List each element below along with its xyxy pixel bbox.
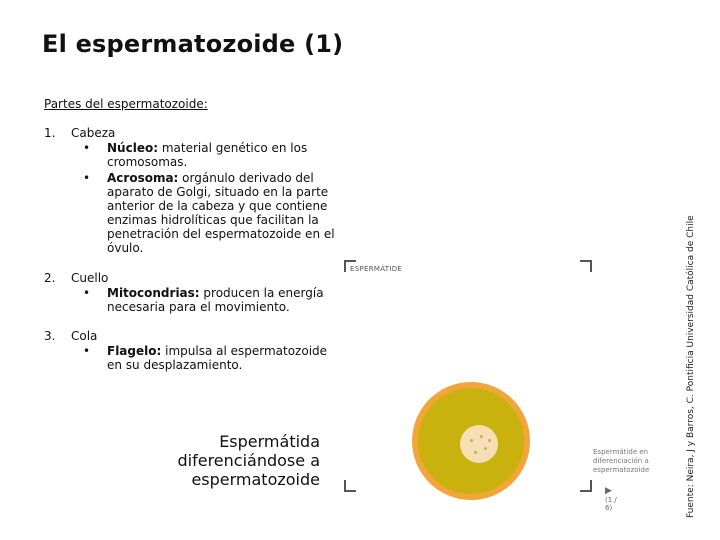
bullet-icon: • — [83, 171, 91, 185]
caption-line: diferenciándose a — [177, 451, 320, 470]
bullet-term: Flagelo: — [107, 344, 162, 358]
bullet-description: producen la energía necesaria para el movimiento. — [107, 286, 324, 314]
bullet-term: Mitocondrias: — [107, 286, 200, 300]
cell-nucleus — [460, 425, 498, 463]
bullet-term: Acrosoma: — [107, 171, 179, 185]
item-number: 3. — [44, 329, 56, 343]
bullet-description: orgánulo derivado del aparato de Golgi, situado en la parte anterior de la cabeza y que contiene enzimas hidrolíticas que facilitan la penetración del espermatozoide en el óvulo. — [107, 171, 335, 255]
frame-corner — [580, 480, 592, 492]
figure-caption — [150, 432, 320, 489]
figure-navigation — [605, 486, 622, 512]
slide-counter: (1 / 6) — [605, 496, 617, 512]
figure-label: ESPERMÁTIDE — [350, 265, 403, 273]
caption-line: Espermátida — [219, 432, 320, 451]
cell-cytoplasm — [418, 388, 524, 494]
bullet-text — [107, 286, 339, 314]
bullet-icon: • — [83, 286, 91, 300]
frame-corner — [344, 480, 356, 492]
source-credit: Fuente: Neira, J y Barros, C. Pontificia Universidad Católica de Chile — [686, 215, 696, 518]
bullet-text — [107, 171, 339, 255]
chromatin-spot — [474, 451, 477, 454]
item-heading: Cuello — [71, 271, 109, 285]
spermatid-cell — [412, 382, 530, 500]
bullet-text — [107, 141, 339, 169]
item-heading: Cola — [71, 329, 98, 343]
page-title: El espermatozoide (1) — [42, 30, 344, 58]
chromatin-spot — [480, 435, 483, 438]
chromatin-spot — [470, 439, 473, 442]
bullet-icon: • — [83, 141, 91, 155]
bullet-description: impulsa al espermatozoide en su desplazamiento. — [107, 344, 328, 372]
item-heading: Cabeza — [71, 126, 116, 140]
item-number: 2. — [44, 271, 56, 285]
bullet-description: material genético en los cromosomas. — [107, 141, 308, 169]
bullet-icon: • — [83, 344, 91, 358]
chromatin-spot — [488, 439, 491, 442]
frame-corner — [580, 260, 592, 272]
caption-line: espermatozoide — [191, 470, 320, 489]
chromatin-spot — [484, 447, 487, 450]
bullet-term: Núcleo: — [107, 141, 158, 155]
section-subtitle: Partes del espermatozoide: — [44, 97, 208, 111]
play-icon[interactable]: ▶ — [605, 486, 612, 496]
spermatid-figure — [340, 258, 650, 512]
figure-side-caption: Espermátide en diferenciación a espermatozoide — [593, 448, 650, 474]
bullet-text — [107, 344, 339, 372]
item-number: 1. — [44, 126, 56, 140]
